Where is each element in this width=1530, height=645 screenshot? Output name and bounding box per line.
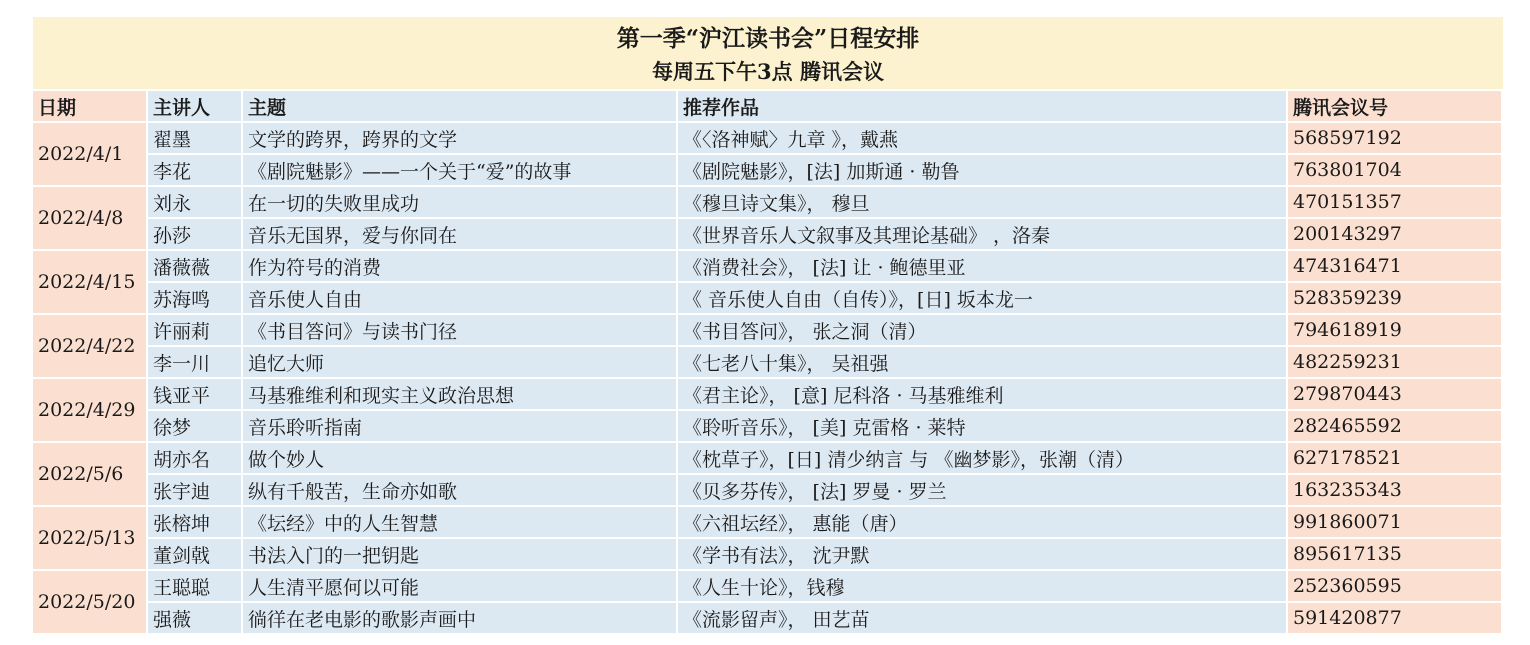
meeting-id-cell: 568597192 [1288, 123, 1503, 155]
speaker-cell: 刘永 [148, 187, 243, 219]
table-row [33, 443, 1503, 475]
topic-cell: 文学的跨界，跨界的文学 [243, 123, 678, 155]
date-cell: 2022/5/20 [33, 571, 148, 635]
topic-cell: 做个妙人 [243, 443, 678, 475]
speaker-cell: 胡亦名 [148, 443, 243, 475]
header-speaker: 主讲人 [148, 91, 243, 123]
speaker-cell: 张榕坤 [148, 507, 243, 539]
speaker-cell: 钱亚平 [148, 379, 243, 411]
table-row [33, 539, 1503, 571]
date-cell: 2022/5/13 [33, 507, 148, 571]
topic-cell: 书法入门的一把钥匙 [243, 539, 678, 571]
meeting-id-cell: 991860071 [1288, 507, 1503, 539]
topic-cell: 音乐使人自由 [243, 283, 678, 315]
speaker-cell: 翟墨 [148, 123, 243, 155]
table-row [33, 251, 1503, 283]
meeting-id-cell: 282465592 [1288, 411, 1503, 443]
meeting-id-cell: 895617135 [1288, 539, 1503, 571]
meeting-id-cell: 794618919 [1288, 315, 1503, 347]
works-cell: 《君主论》， [意] 尼科洛 · 马基雅维利 [678, 379, 1288, 411]
works-cell: 《书目答问》， 张之洞（清） [678, 315, 1288, 347]
meeting-id-cell: 470151357 [1288, 187, 1503, 219]
date-cell: 2022/4/22 [33, 315, 148, 379]
works-cell: 《 音乐使人自由（自传）》，[日] 坂本龙一 [678, 283, 1288, 315]
speaker-cell: 徐梦 [148, 411, 243, 443]
date-cell: 2022/4/1 [33, 123, 148, 187]
page-subtitle: 每周五下午3点 腾讯会议 [652, 59, 884, 84]
table-row [33, 603, 1503, 635]
speaker-cell: 张宇迪 [148, 475, 243, 507]
page-title: 第一季“沪江读书会”日程安排 [616, 25, 920, 52]
meeting-id-cell: 279870443 [1288, 379, 1503, 411]
works-cell: 《六祖坛经》， 惠能（唐） [678, 507, 1288, 539]
table-row [33, 571, 1503, 603]
works-cell: 《剧院魅影》，[法] 加斯通 · 勒鲁 [678, 155, 1288, 187]
topic-cell: 《坛经》中的人生智慧 [243, 507, 678, 539]
header-date: 日期 [33, 91, 148, 123]
topic-cell: 徜徉在老电影的歌影声画中 [243, 603, 678, 635]
works-cell: 《七老八十集》， 吴祖强 [678, 347, 1288, 379]
works-cell: 《消费社会》， [法] 让 · 鲍德里亚 [678, 251, 1288, 283]
meeting-id-cell: 482259231 [1288, 347, 1503, 379]
table-row [33, 219, 1503, 251]
schedule-sheet [33, 17, 1503, 635]
date-cell: 2022/4/15 [33, 251, 148, 315]
topic-cell: 音乐聆听指南 [243, 411, 678, 443]
table-row [33, 475, 1503, 507]
header-topic: 主题 [243, 91, 678, 123]
works-cell: 《人生十论》，钱穆 [678, 571, 1288, 603]
speaker-cell: 李花 [148, 155, 243, 187]
topic-cell: 音乐无国界，爱与你同在 [243, 219, 678, 251]
schedule-table [33, 91, 1503, 635]
speaker-cell: 苏海鸣 [148, 283, 243, 315]
topic-cell: 马基雅维利和现实主义政治思想 [243, 379, 678, 411]
topic-cell: 《书目答问》与读书门径 [243, 315, 678, 347]
speaker-cell: 李一川 [148, 347, 243, 379]
table-row [33, 123, 1503, 155]
meeting-id-cell: 163235343 [1288, 475, 1503, 507]
topic-cell: 《剧院魅影》——一个关于“爱”的故事 [243, 155, 678, 187]
works-cell: 《学书有法》， 沈尹默 [678, 539, 1288, 571]
meeting-id-cell: 252360595 [1288, 571, 1503, 603]
table-row [33, 347, 1503, 379]
speaker-cell: 王聪聪 [148, 571, 243, 603]
works-cell: 《世界音乐人文叙事及其理论基础》 ，洛秦 [678, 219, 1288, 251]
speaker-cell: 孙莎 [148, 219, 243, 251]
meeting-id-cell: 200143297 [1288, 219, 1503, 251]
meeting-id-cell: 474316471 [1288, 251, 1503, 283]
table-row [33, 411, 1503, 443]
works-cell: 《枕草子》，[日] 清少纳言 与 《幽梦影》，张潮（清） [678, 443, 1288, 475]
speaker-cell: 许丽莉 [148, 315, 243, 347]
meeting-id-cell: 591420877 [1288, 603, 1503, 635]
topic-cell: 人生清平愿何以可能 [243, 571, 678, 603]
speaker-cell: 董剑戟 [148, 539, 243, 571]
meeting-id-cell: 627178521 [1288, 443, 1503, 475]
topic-cell: 作为符号的消费 [243, 251, 678, 283]
works-cell: 《流影留声》， 田艺苗 [678, 603, 1288, 635]
meeting-id-cell: 763801704 [1288, 155, 1503, 187]
table-row [33, 155, 1503, 187]
speaker-cell: 潘薇薇 [148, 251, 243, 283]
table-row [33, 315, 1503, 347]
table-row [33, 187, 1503, 219]
speaker-cell: 强薇 [148, 603, 243, 635]
topic-cell: 在一切的失败里成功 [243, 187, 678, 219]
meeting-id-cell: 528359239 [1288, 283, 1503, 315]
schedule-body [33, 123, 1503, 635]
table-row [33, 283, 1503, 315]
topic-cell: 追忆大师 [243, 347, 678, 379]
header-works: 推荐作品 [678, 91, 1288, 123]
date-cell: 2022/4/29 [33, 379, 148, 443]
date-cell: 2022/4/8 [33, 187, 148, 251]
works-cell: 《聆听音乐》， [美] 克雷格 · 莱特 [678, 411, 1288, 443]
works-cell: 《穆旦诗文集》， 穆旦 [678, 187, 1288, 219]
header-row [33, 91, 1503, 123]
works-cell: 《〈洛神赋〉九章 》，戴燕 [678, 123, 1288, 155]
title-band [33, 17, 1503, 91]
topic-cell: 纵有千般苦，生命亦如歌 [243, 475, 678, 507]
table-row [33, 379, 1503, 411]
table-row [33, 507, 1503, 539]
header-meeting-id: 腾讯会议号 [1288, 91, 1503, 123]
date-cell: 2022/5/6 [33, 443, 148, 507]
works-cell: 《贝多芬传》， [法] 罗曼 · 罗兰 [678, 475, 1288, 507]
